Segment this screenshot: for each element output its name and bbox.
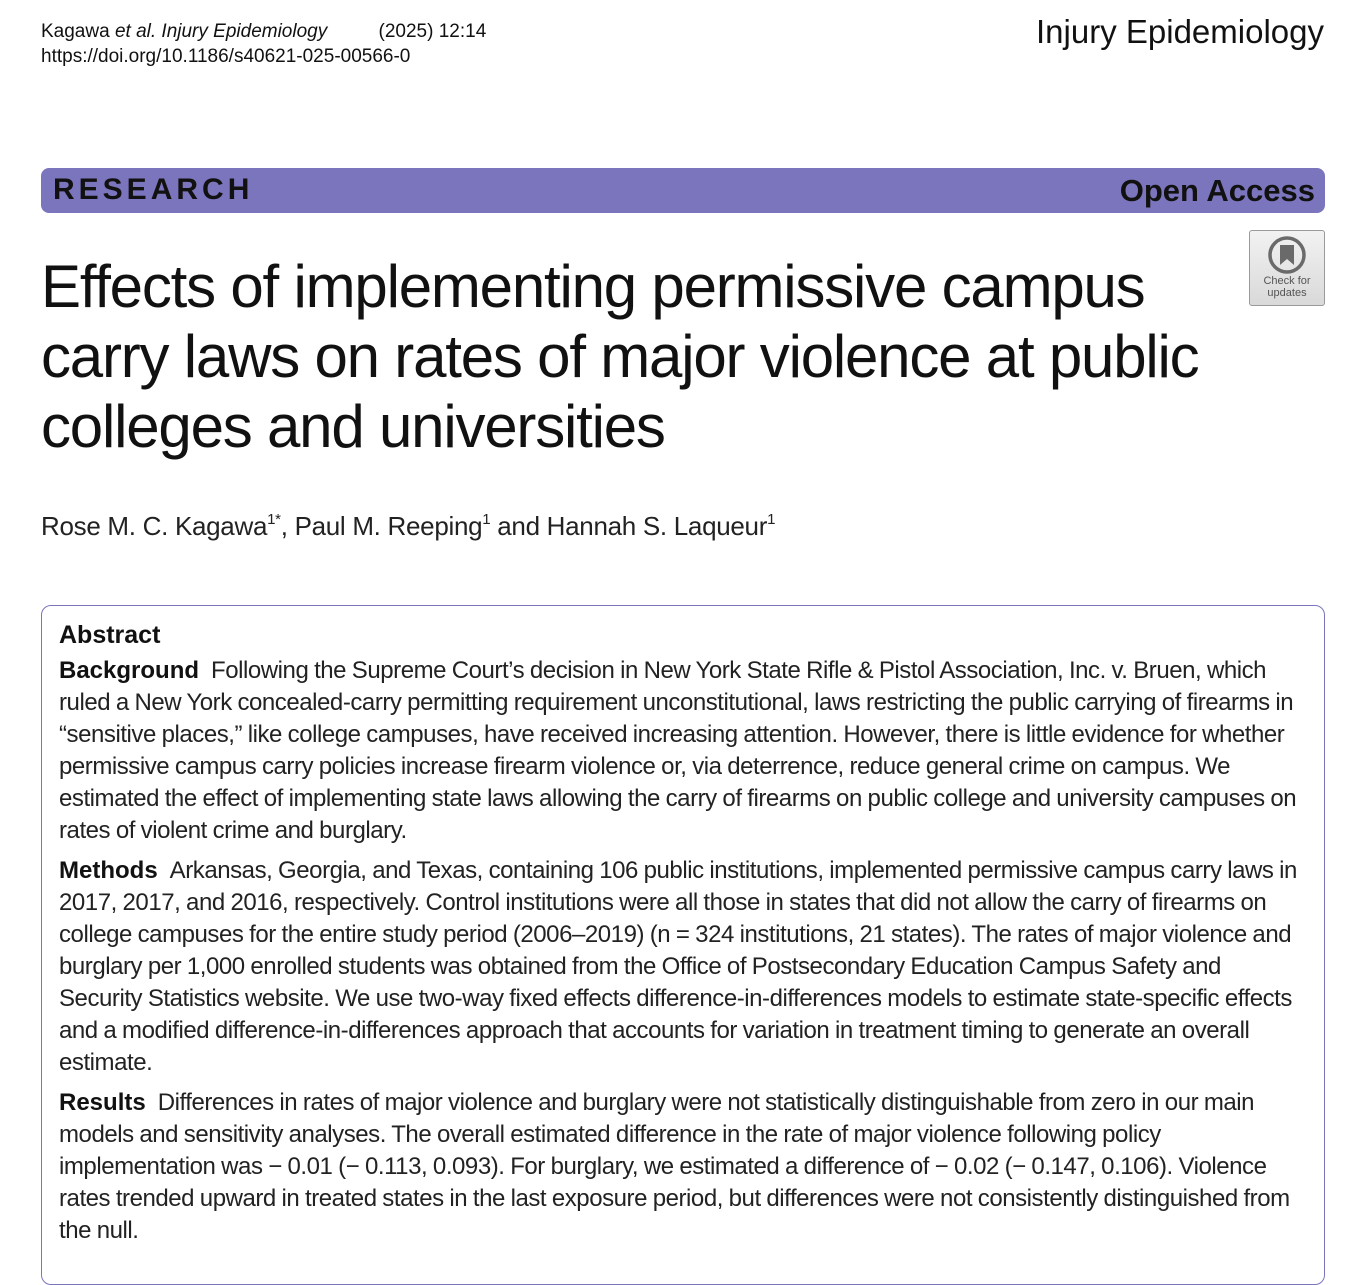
author-name[interactable]: Rose M. C. Kagawa	[41, 511, 268, 541]
check-for-updates-line1: Check for	[1263, 275, 1311, 287]
author-affiliation: 1	[767, 511, 776, 528]
author-affiliation: 1	[482, 511, 491, 528]
methods-label: Methods	[59, 857, 158, 884]
author-name[interactable]: Hannah S. Laqueur	[546, 511, 768, 541]
citation-author: Kagawa	[41, 21, 110, 42]
abstract-heading: Abstract	[59, 621, 161, 649]
check-for-updates-button[interactable]	[1249, 230, 1325, 306]
article-title: Effects of implementing permissive campus carry laws on rates of major violence at public colleges and universities	[41, 253, 1199, 460]
author-list	[41, 511, 775, 542]
doi-link[interactable]: https://doi.org/10.1186/s40621-025-00566-0	[41, 46, 411, 67]
results-text: Differences in rates of major violence and burglary were not statistically distinguishable from zero in our main models and sensitivity analyses. The overall estimated difference in the rate of major violence following policy implementation was − 0.01 (− 0.113, 0.093). For burglary, we estimated a difference of − 0.02 (− 0.147, 0.106). Violence rates trended upward in treated states in the last exposure period, but differences were not consistently distinguished from the null.	[59, 1089, 1290, 1244]
citation-year: (2025) 12:14	[378, 21, 487, 42]
author-affiliation: 1*	[267, 511, 281, 528]
citation-line	[41, 19, 486, 44]
article-type-banner	[41, 168, 1325, 213]
author-name[interactable]: Paul M. Reeping	[294, 511, 483, 541]
citation-journal: et al. Injury Epidemiology	[114, 21, 328, 42]
background-text: Following the Supreme Court’s decision in New York State Rifle & Pistol Association, Inc. v. Bruen, which ruled a New York concealed-carry permitting requirement unconstitutional, laws restricting the public carrying of firearms in “sensitive places,” like college campuses, have received increasing attention. However, there is little evidence for whether permissive campus carry policies increase firearm violence or, via deterrence, reduce general crime on campus. We estimated the effect of implementing state laws allowing the carry of firearms on public college and university campuses on rates of violent crime and burglary.	[59, 657, 1297, 844]
abstract-box	[41, 605, 1325, 1285]
author-separator: and	[490, 511, 547, 541]
abstract-results	[59, 1087, 1308, 1247]
results-label: Results	[59, 1089, 146, 1116]
author-separator: ,	[280, 511, 295, 541]
abstract-background	[59, 655, 1308, 847]
abstract-methods	[59, 855, 1308, 1079]
journal-name: Injury Epidemiology	[1036, 13, 1324, 50]
methods-text: Arkansas, Georgia, and Texas, containing 106 public institutions, implemented permissive campus carry laws in 2017, 2017, and 2016, respectively. Control institutions were all those in states that did not allow the carry of firearms on college campuses for the entire study period (2006–2019) (n = 324 institutions, 21 states). The rates of major violence and burglary per 1,000 enrolled students was obtained from the Office of Postsecondary Education Campus Safety and Security Statistics website. We use two-way fixed effects difference-in-differences models to estimate state-specific effects and a modified difference-in-differences approach that accounts for variation in treatment timing to generate an overall estimate.	[59, 857, 1297, 1076]
open-access-label: Open Access	[1119, 173, 1315, 208]
article-type-label: RESEARCH	[53, 173, 254, 206]
check-for-updates-icon	[1267, 235, 1307, 275]
background-label: Background	[59, 657, 200, 684]
citation-header	[41, 19, 486, 69]
check-for-updates-line2: updates	[1267, 287, 1307, 299]
